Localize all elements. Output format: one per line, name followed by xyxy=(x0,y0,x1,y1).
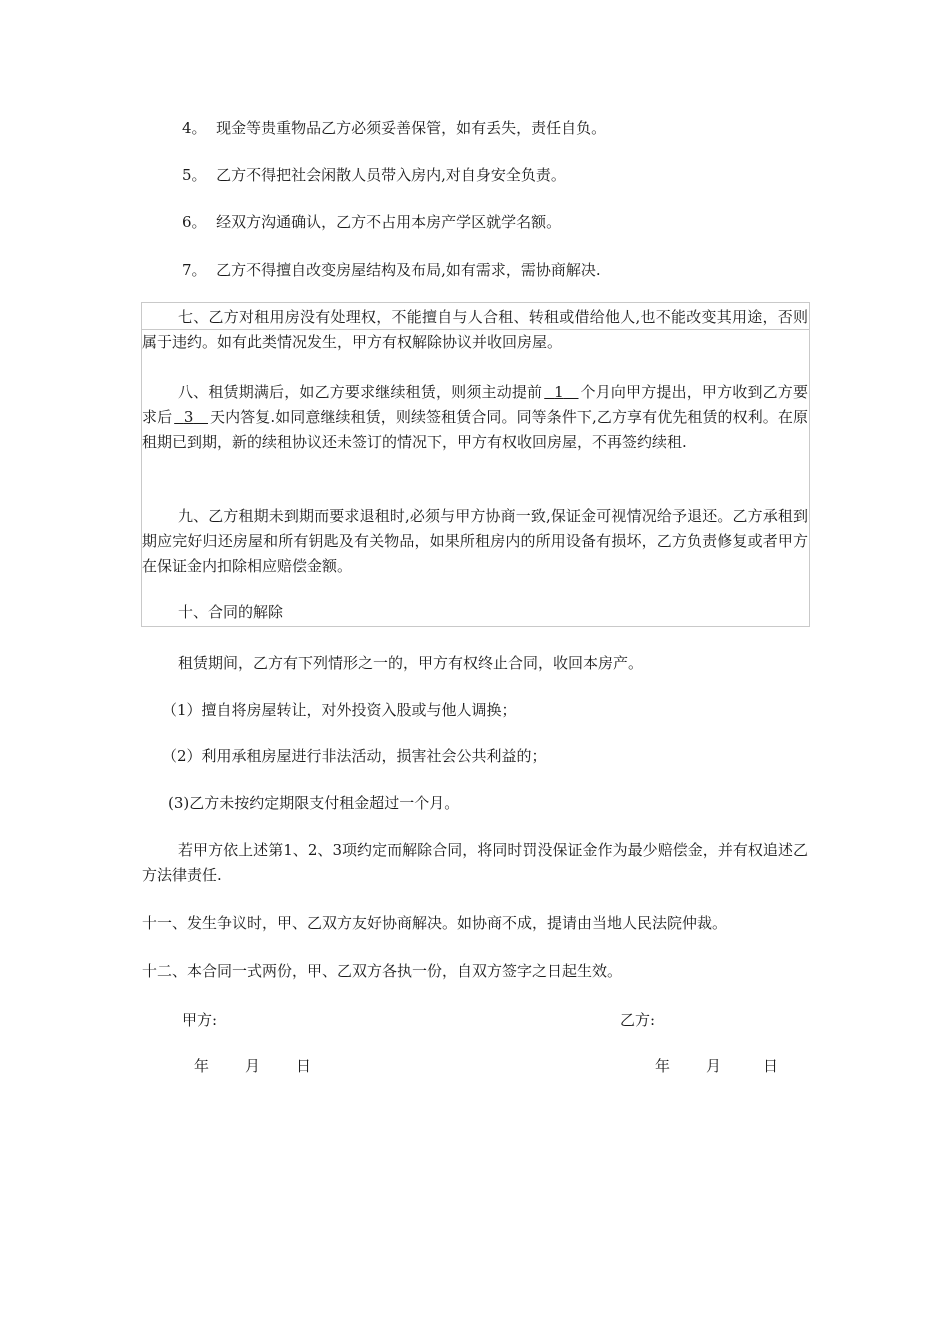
clause-8 xyxy=(142,380,808,455)
item-number: 5。 xyxy=(182,166,207,184)
item-6 xyxy=(182,212,561,232)
item-text: 现金等贵重物品乙方必须妥善保管，如有丢失，责任自负。 xyxy=(216,119,607,137)
clause-7: 七、乙方对租用房没有处理权，不能擅自与人合租、转租或借给他人,也不能改变其用途，否则属于违约。如有此类情况发生，甲方有权解除协议并收回房屋。 xyxy=(142,308,808,351)
month-label: 月 xyxy=(245,1057,261,1075)
clause-12: 十二、本合同一式两份，甲、乙双方各执一份，自双方签字之日起生效。 xyxy=(142,962,623,980)
year-label: 年 xyxy=(194,1057,210,1075)
termination-item-1: （1）擅自将房屋转让，对外投资入股或与他人调换； xyxy=(162,701,517,719)
day-label: 日 xyxy=(763,1057,779,1075)
reply-days-field: 3 xyxy=(183,408,194,426)
party-a-signature-label: 甲方: xyxy=(182,1011,218,1029)
clause-8-part3: 天内答复.如同意继续租赁，则续签租赁合同。同等条件下,乙方享有优先租赁的权利。在原租期已到期，新的续租协议还未签订的情况下，甲方有权收回房屋，不再签约续租. xyxy=(142,408,808,451)
clause-9: 九、乙方租期未到期而要求退租时,必须与甲方协商一致,保证金可视情况给予退还。乙方承租到期应完好归还房屋和所有钥匙及有关物品，如果所租房内的所用设备有损坏，乙方负责修复或者甲方在保证金内扣除相应赔偿金额。 xyxy=(142,507,808,575)
termination-item-2: （2）利用承租房屋进行非法活动，损害社会公共利益的； xyxy=(162,747,547,765)
renewal-months-field: 1 xyxy=(554,383,564,401)
clause-10-intro: 租赁期间，乙方有下列情形之一的，甲方有权终止合同，收回本房产。 xyxy=(178,654,644,672)
clause-8-part2: 个月向甲方提出，甲方收到乙方要求后 xyxy=(142,383,808,426)
item-text: 乙方不得把社会闲散人员带入房内,对自身安全负责。 xyxy=(216,166,566,184)
item-text: 经双方沟通确认，乙方不占用本房产学区就学名额。 xyxy=(216,213,562,231)
party-b-date xyxy=(655,1055,778,1076)
item-number: 7。 xyxy=(182,261,207,279)
item-number: 6。 xyxy=(182,213,207,231)
clause-10-title: 十、合同的解除 xyxy=(178,603,284,621)
item-number: 4。 xyxy=(182,119,207,137)
item-7 xyxy=(182,260,601,280)
item-text: 乙方不得擅自改变房屋结构及布局,如有需求，需协商解决. xyxy=(216,261,601,279)
clause-10-penalty: 若甲方依上述第1、2、3项约定而解除合同，将同时罚没保证金作为最少赔偿金，并有权追述乙方法律责任. xyxy=(142,841,808,884)
termination-item-3: (3)乙方未按约定期限支付租金超过一个月。 xyxy=(168,794,460,812)
item-5 xyxy=(182,165,566,185)
clause-8-part1: 八、租赁期满后，如乙方要求继续租赁，则须主动提前 xyxy=(178,383,543,401)
party-a-date xyxy=(194,1055,311,1076)
clause-11: 十一、发生争议时，甲、乙双方友好协商解决。如协商不成，提请由当地人民法院仲裁。 xyxy=(142,914,728,932)
day-label: 日 xyxy=(296,1057,312,1075)
item-4 xyxy=(182,118,606,138)
year-label: 年 xyxy=(655,1057,671,1075)
party-b-signature-label: 乙方: xyxy=(620,1011,656,1029)
clause-box xyxy=(141,329,810,627)
month-label: 月 xyxy=(706,1057,722,1075)
